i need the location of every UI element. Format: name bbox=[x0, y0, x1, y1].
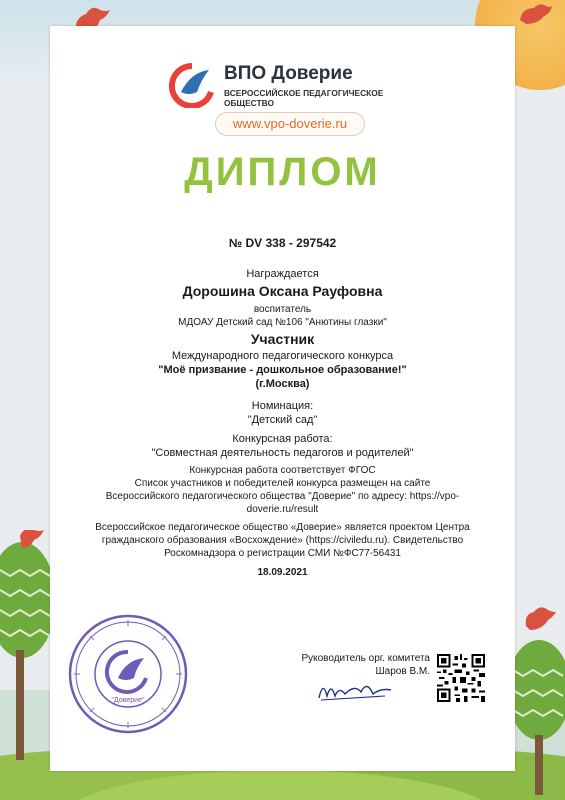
awarded-label: Награждается bbox=[246, 268, 319, 280]
work-title: "Совместная деятельность педагогов и родителей" bbox=[151, 447, 414, 459]
bird-right-decoration bbox=[520, 604, 560, 640]
nomination-label: Номинация: bbox=[251, 400, 314, 412]
diploma-number: № DV 338 - 297542 bbox=[228, 236, 337, 250]
contest-city: (г.Москва) bbox=[255, 378, 310, 390]
diploma-title: ДИПЛОМ bbox=[184, 150, 381, 194]
recipient-name: Дорошина Оксана Рауфовна bbox=[182, 283, 383, 299]
signatory-name: Шаров В.М. bbox=[375, 666, 430, 677]
nomination-value: "Детский сад" bbox=[247, 414, 318, 426]
legal-line: гражданского образования «Восхождение» (https://civiledu.ru). Свидетельство bbox=[101, 535, 464, 546]
legal-line: Роскомнадзора о регистрации СМИ №ФС77-56431 bbox=[164, 548, 401, 559]
qr-code[interactable] bbox=[437, 654, 485, 702]
org-name: ВПО Доверие bbox=[224, 63, 353, 84]
org-logo bbox=[167, 62, 412, 112]
legal-line: Всероссийское педагогическое общество «Доверие» является проектом Центра bbox=[95, 522, 470, 533]
org-subtitle: ВСЕРОССИЙСКОЕ ПЕДАГОГИЧЕСКОЕ ОБЩЕСТВО bbox=[224, 88, 384, 108]
recipient-institution: МДОАУ Детский сад №106 "Анютины глазки" bbox=[178, 317, 387, 328]
signature-block bbox=[290, 652, 430, 678]
note-line: Конкурсная работа соответствует ФГОС bbox=[189, 465, 376, 476]
note-line: doverie.ru/result bbox=[246, 504, 319, 515]
issue-date: 18.09.2021 bbox=[257, 567, 308, 578]
contest-name: "Моё призвание - дошкольное образование!" bbox=[158, 364, 407, 376]
note-line: Всероссийского педагогического общества "Доверие" по адресу: https://vpo- bbox=[105, 491, 460, 502]
stamp-center-text: "Доверие" bbox=[111, 697, 145, 704]
recipient-position: воспитатель bbox=[253, 304, 312, 315]
signatory-role: Руководитель орг. комитета bbox=[301, 653, 430, 664]
doverie-logo-icon bbox=[167, 62, 217, 108]
bird-top-right-decoration bbox=[514, 0, 554, 34]
contest-line: Международного педагогического конкурса bbox=[171, 350, 394, 362]
award-status: Участник bbox=[250, 331, 315, 347]
note-line: Список участников и победителей конкурса размещен на сайте bbox=[134, 478, 431, 489]
work-label: Конкурсная работа: bbox=[232, 433, 333, 445]
handwritten-signature bbox=[315, 676, 395, 706]
org-url[interactable]: www.vpo-doverie.ru bbox=[215, 112, 365, 136]
official-stamp bbox=[66, 612, 190, 736]
